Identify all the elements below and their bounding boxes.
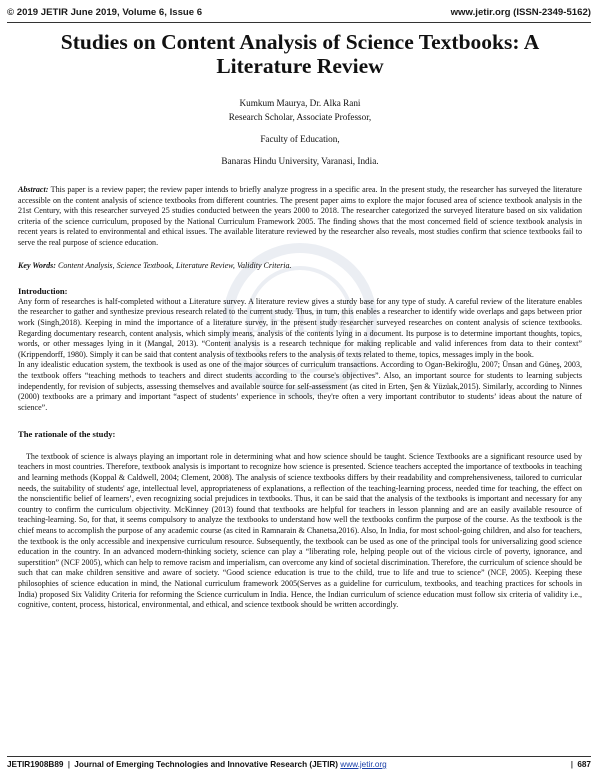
footer-page-number: 687	[577, 760, 591, 769]
author-university: Banaras Hindu University, Varanasi, India.	[221, 156, 379, 166]
footer-rule	[7, 756, 591, 757]
abstract-label: Abstract:	[18, 185, 49, 194]
keywords-label: Key Words:	[18, 260, 56, 270]
author-block	[0, 96, 600, 168]
watermark-text: JETIR	[249, 303, 351, 340]
author-names: Kumkum Maurya, Dr. Alka Rani	[239, 98, 361, 108]
footer-website-link[interactable]: www.jetir.org	[340, 760, 387, 769]
author-roles: Research Scholar, Associate Professor,	[228, 112, 372, 122]
header-citation: © 2019 JETIR June 2019, Volume 6, Issue 6	[7, 7, 203, 18]
introduction-paragraph-2: In any idealistic education system, the textbook is used as one of the major sources of curriculum transactions. According to Ogan-Bekiroğlu, 2007; Ünsan and Güneş, 2003, the textbook offers “teaching methods to teachers and direct students according to the course's objectives”. Also, an important source for students to learning subjects independently, for revision of subjects, assessing themselves and available source for self-assessment (as cited in Erten, Şen & Yüzüak,2015). Similarly, according to Ninnes (2000) textbooks are a primary and important “aspect of students’ experience in schools, they're often a very important contributor to students’ ideas about the nature of science”.	[18, 360, 582, 412]
paper-body	[18, 185, 582, 611]
header-website: www.jetir.org (ISSN-2349-5162)	[450, 7, 591, 18]
footer-journal-name: Journal of Emerging Technologies and Innovative Research (JETIR)	[74, 760, 339, 769]
paper-title: Studies on Content Analysis of Science Textbooks: A Literature Review	[60, 30, 540, 78]
running-header	[7, 7, 591, 21]
introduction-paragraph-1: Any form of researches is half-completed without a Literature survey. A literature review gives a sturdy base for any type of study. A careful review of the literature enables the researcher to gather and synthesize previous research related to the current study. Thus, in turn, this enables a researcher to identify wide overlaps and gaps between prior work (Singh,2018). Keeping in mind the importance of a literature survey, in the present study researcher surveyed researches on content analysis of science textbooks. Regarding documentary research, content analysis, which simply means, analysis of the contents lying in a document. Its purpose is to determine important thoughts, topics, words, or other messages lying in it (Mangal, 2013). “Content analysis is a research technique for making replicable and valid inferences from data to their context” (Krippendorff, 1980). Simply it can be said that content analysis of textbooks refers to the analysis of texts related to theme, topics, messages imply in the book.	[18, 296, 582, 359]
author-faculty: Faculty of Education,	[260, 134, 340, 144]
keywords	[18, 261, 582, 272]
page-footer: JETIR1908B89 | Journal of Emerging Technologies and Innovative Research (JETIR) www.jetir.org | 687	[7, 760, 591, 769]
rationale-paragraph: The textbook of science is always playing an important role in determining what and how science should be taught. Science Textbooks are a significant resource used by teachers in most countries. Therefore, textbook analysis is important to recognize how science is presented. Science teachers accepted the importance of textbooks in teaching and learning methods (Koppal & Caldwell, 2004; Clement, 2008). The analysis of science textbooks differs by their readability and comprehensiveness, tailored to curricular needs, the suitability of students' age, intellectual level, appropriateness of explanations, a reflection of the teaching-learning process, needed time for teaching, the effect on the nonscientific belief of learners’, even recognizing social prejudices in textbooks. Thus, it can be said that the analysis of the textbooks is important and necessary for any country to confirm the curriculum objectivity. McKinney (2013) found that textbooks are helpful for teachers in lesson planning and are an easily available resource of teaching-learning. So, for that, it seems compulsory to analyze the textbooks to understand how well the textbooks confirm the purpose of the course. As the textbook is the chief means to accomplish the purpose of any academic course (as cited in Ramnarain & Chanetsa,2016). Also, In India, for most school-going children, and also for teachers, the textbook is the only accessible and inexpensive curriculum resource. Subsequently, the textbook can be used as one of the principal tools for universalizing good science education in the country. In an advanced modern-thinking society, science can play a “liberating role, helping people out of the vicious circle of poverty, ignorance, and superstition” (NCF 2005), which can help to remove racism and imperialism, can overcome any kind of societal discrimination. Therefore, the curriculum of science should be such that can make children sensitive and aware of society. “Good science education is true to the child, true to life and true to science” (NCF, 2005). Keeping these philosophies of science education in mind, the National curriculum framework 2005(Serves as a guideline for curriculum, textbooks, and teaching practices for schools in India) proposed Six Validity Criteria for reforming the Science curriculum in India. Hence, the Indian curriculum of science education must follow six criteria of validity i.e., cognitive, content, process, historical, environmental, and ethical, and science textbook should be written accordingly.	[18, 451, 582, 610]
abstract	[18, 185, 582, 249]
introduction-heading: Introduction:	[18, 286, 68, 297]
abstract-text: This paper is a review paper; the review paper intends to briefly analyze progress in a specific area. In the present study, the researcher has surveyed the literature accessible on the content analysis of science textbooks from different countries. The present paper aims to explore the major focused area of science textbook analysis in the 21st Century, with this researcher surveyed 25 studies conducted between the years 2000 to 2018. The researcher categorized the surveyed literature based on six validation criteria of the science curriculum, proposed by the National Curriculum Framework 2005. The finding shows that the most concerned field of science textbook analysis in recent years is related to environmental and ethical issues. The available literature reviewed by the researcher also reveals, most studies confirm that science textbooks fail to serve the real purpose of science education.	[18, 185, 582, 247]
footer-paper-code: JETIR1908B89	[7, 760, 64, 769]
keywords-text: Content Analysis, Science Textbook, Literature Review, Validity Criteria.	[55, 260, 292, 270]
header-rule	[7, 22, 591, 23]
rationale-heading: The rationale of the study:	[18, 429, 116, 440]
